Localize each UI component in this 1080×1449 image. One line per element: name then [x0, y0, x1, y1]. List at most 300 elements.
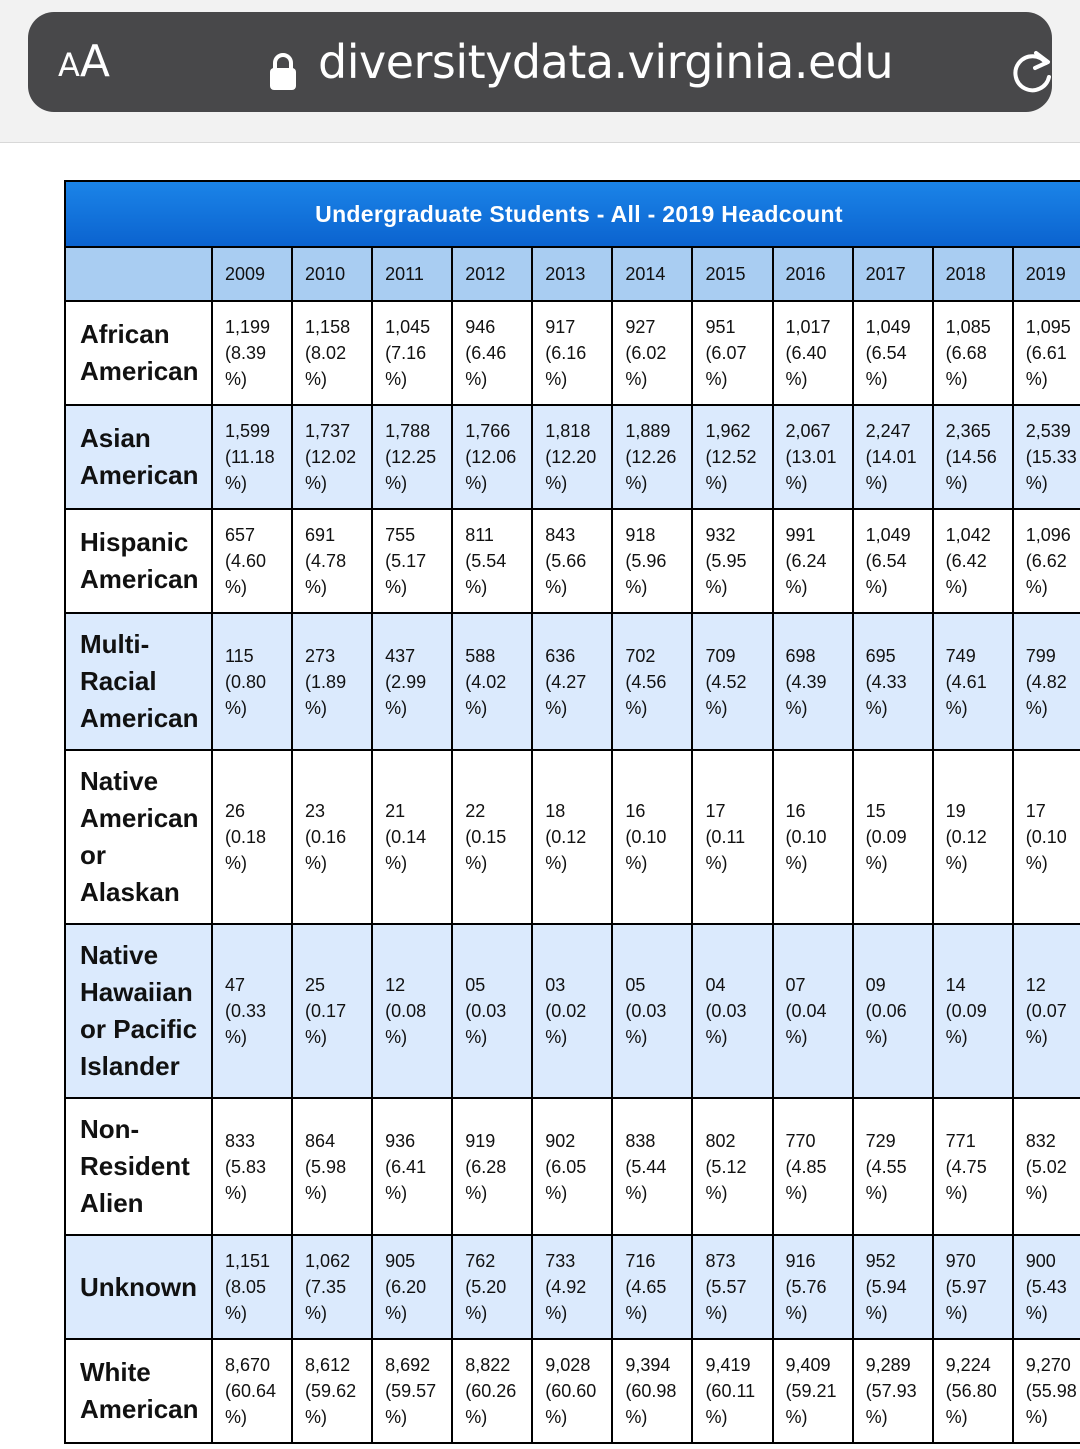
cell-count: 588: [465, 645, 496, 666]
cell-pct: (59.21: [785, 1381, 837, 1401]
cell-close: %): [945, 577, 968, 597]
cell-count: 9,289: [865, 1355, 911, 1375]
data-cell: [853, 509, 933, 613]
cell-count: 873: [705, 1251, 736, 1271]
data-cell: [853, 301, 933, 405]
cell-pct: (0.80: [224, 671, 266, 692]
data-cell: [933, 509, 1013, 613]
data-cell: [292, 509, 372, 613]
cell-count: 843: [545, 525, 576, 545]
data-cell: [212, 750, 292, 924]
cell-count: 702: [625, 645, 656, 666]
cell-close: %): [465, 853, 488, 873]
cell-close: %): [385, 1182, 408, 1203]
text-size-button[interactable]: AA: [58, 36, 110, 87]
cell-pct: (0.07: [1025, 1001, 1067, 1021]
cell-count: 1,049: [865, 525, 911, 545]
data-cell: [933, 924, 1013, 1098]
data-cell: [692, 405, 772, 509]
cell-pct: (6.61: [1025, 343, 1067, 363]
data-cell: [1013, 924, 1080, 1098]
cell-close: %): [305, 1027, 328, 1047]
cell-pct: (0.12: [545, 827, 587, 847]
year-header-2009: 2009: [212, 247, 292, 301]
data-cell: [612, 1235, 692, 1339]
data-cell: [212, 301, 292, 405]
cell-count: 16: [625, 801, 646, 821]
row-label: African American: [65, 301, 212, 405]
data-cell: [773, 1235, 853, 1339]
data-cell: [212, 1098, 292, 1235]
cell-count: 991: [785, 525, 816, 545]
year-header-row: [65, 247, 1080, 301]
year-header-2019: 2019: [1013, 247, 1080, 301]
cell-count: 1,599: [224, 421, 271, 441]
cell-count: 9,224: [945, 1355, 991, 1375]
cell-pct: (55.98: [1025, 1381, 1077, 1401]
data-cell: [532, 924, 612, 1098]
data-cell: [1013, 1098, 1080, 1235]
data-cell: [532, 1098, 612, 1235]
year-header-2010: 2010: [292, 247, 372, 301]
table-title-row: [65, 181, 1080, 247]
headcount-table: [64, 180, 1080, 1444]
cell-close: %): [305, 1407, 328, 1427]
cell-pct: (8.02: [305, 343, 347, 363]
cell-close: %): [865, 473, 888, 493]
table-row: [65, 613, 1080, 750]
cell-pct: (4.75: [945, 1156, 987, 1177]
cell-close: %): [705, 369, 728, 389]
cell-count: 833: [224, 1130, 256, 1151]
cell-count: 1,096: [1025, 525, 1071, 545]
cell-pct: (5.17: [385, 551, 427, 571]
cell-pct: (0.10: [625, 827, 667, 847]
cell-pct: (4.52: [705, 671, 747, 692]
cell-pct: (12.26: [625, 447, 677, 467]
data-cell: [532, 405, 612, 509]
cell-close: %): [865, 697, 888, 718]
data-cell: [692, 750, 772, 924]
cell-count: 970: [945, 1251, 976, 1271]
cell-close: %): [945, 1182, 968, 1203]
data-cell: [853, 1235, 933, 1339]
cell-close: %): [1025, 1182, 1048, 1203]
cell-pct: (1.89: [305, 671, 347, 692]
data-cell: [612, 613, 692, 750]
cell-count: 22: [465, 801, 486, 821]
cell-pct: (6.28: [465, 1156, 507, 1177]
cell-pct: (0.03: [465, 1001, 507, 1021]
data-cell: [773, 613, 853, 750]
data-cell: [933, 613, 1013, 750]
cell-pct: (0.03: [625, 1001, 667, 1021]
address-bar[interactable]: [28, 12, 1052, 112]
cell-close: %): [224, 697, 247, 718]
cell-pct: (7.35: [305, 1277, 347, 1297]
data-cell: [612, 301, 692, 405]
data-cell: [612, 405, 692, 509]
cell-count: 17: [1025, 801, 1046, 821]
cell-pct: (0.08: [385, 1001, 427, 1021]
cell-pct: (0.33: [224, 1001, 266, 1021]
cell-pct: (0.10: [785, 827, 827, 847]
cell-close: %): [705, 853, 728, 873]
cell-close: %): [785, 697, 808, 718]
cell-close: %): [305, 697, 328, 718]
cell-count: 1,042: [945, 525, 991, 545]
data-cell: [933, 1098, 1013, 1235]
data-cell: [933, 1235, 1013, 1339]
cell-count: 1,766: [465, 421, 511, 441]
cell-pct: (5.83: [224, 1156, 266, 1177]
cell-count: 802: [705, 1130, 736, 1151]
cell-close: %): [785, 1027, 808, 1047]
reload-icon[interactable]: [1006, 47, 1058, 99]
data-cell: [372, 1235, 452, 1339]
cell-pct: (4.78: [305, 551, 347, 571]
cell-close: %): [865, 1182, 888, 1203]
cell-count: 657: [224, 525, 256, 545]
table-row: [65, 509, 1080, 613]
cell-close: %): [385, 473, 408, 493]
data-cell: [773, 924, 853, 1098]
data-cell: [532, 1235, 612, 1339]
cell-pct: (12.20: [545, 447, 597, 467]
cell-count: 17: [705, 801, 726, 821]
cell-count: 1,017: [785, 317, 831, 337]
cell-count: 952: [865, 1251, 896, 1271]
cell-count: 1,151: [224, 1251, 271, 1271]
cell-count: 115: [224, 645, 254, 666]
cell-count: 21: [385, 801, 406, 821]
cell-close: %): [545, 853, 568, 873]
cell-count: 9,270: [1025, 1355, 1071, 1375]
data-cell: [532, 301, 612, 405]
data-cell: [692, 509, 772, 613]
cell-pct: (4.33: [865, 671, 907, 692]
cell-count: 905: [385, 1251, 416, 1271]
cell-count: 1,062: [305, 1251, 351, 1271]
cell-pct: (0.06: [865, 1001, 907, 1021]
cell-pct: (6.54: [865, 343, 907, 363]
data-cell: [612, 1098, 692, 1235]
cell-pct: (6.42: [945, 551, 987, 571]
cell-pct: (6.16: [545, 343, 587, 363]
data-cell: [452, 301, 532, 405]
cell-close: %): [465, 697, 488, 718]
cell-close: %): [545, 369, 568, 389]
cell-close: %): [224, 473, 247, 493]
data-cell: [292, 1098, 372, 1235]
data-cell: [612, 1339, 692, 1443]
url-text[interactable]: diversitydata.virginia.edu: [318, 35, 894, 89]
cell-pct: (5.57: [705, 1277, 747, 1297]
cell-count: 762: [465, 1251, 496, 1271]
cell-pct: (5.20: [465, 1277, 507, 1297]
cell-pct: (4.60: [224, 551, 266, 571]
cell-close: %): [945, 473, 968, 493]
cell-close: %): [705, 1407, 728, 1427]
row-label: Unknown: [65, 1235, 212, 1339]
cell-pct: (11.18: [224, 447, 275, 467]
year-header-2016: 2016: [773, 247, 853, 301]
cell-count: 19: [945, 801, 966, 821]
cell-count: 1,158: [305, 317, 351, 337]
data-cell: [372, 1339, 452, 1443]
data-cell: [212, 924, 292, 1098]
cell-pct: (60.98: [625, 1381, 677, 1401]
cell-close: %): [785, 1303, 808, 1323]
cell-count: 1,818: [545, 421, 591, 441]
cell-close: %): [1025, 853, 1048, 873]
cell-count: 2,365: [945, 421, 991, 441]
cell-count: 9,409: [785, 1355, 831, 1375]
cell-close: %): [785, 1407, 808, 1427]
cell-count: 919: [465, 1130, 496, 1151]
row-label: Native American or Alaskan: [65, 750, 212, 924]
cell-pct: (6.40: [785, 343, 827, 363]
browser-toolbar: [0, 0, 1080, 143]
data-cell: [452, 1235, 532, 1339]
cell-pct: (8.39: [224, 343, 266, 363]
cell-count: 900: [1025, 1251, 1056, 1271]
data-cell: [1013, 750, 1080, 924]
data-cell: [372, 613, 452, 750]
cell-close: %): [385, 1027, 408, 1047]
cell-pct: (0.16: [305, 827, 347, 847]
cell-close: %): [865, 853, 888, 873]
cell-close: %): [224, 1027, 247, 1047]
cell-close: %): [865, 1027, 888, 1047]
cell-count: 749: [945, 645, 976, 666]
cell-close: %): [385, 577, 408, 597]
cell-close: %): [705, 473, 728, 493]
cell-pct: (60.64: [224, 1381, 277, 1401]
data-cell: [933, 750, 1013, 924]
cell-pct: (5.96: [625, 551, 667, 571]
data-cell: [532, 750, 612, 924]
cell-count: 12: [385, 975, 406, 995]
cell-close: %): [1025, 1027, 1048, 1047]
cell-close: %): [465, 473, 488, 493]
cell-close: %): [865, 1407, 888, 1427]
cell-pct: (0.12: [945, 827, 987, 847]
cell-pct: (4.02: [465, 671, 507, 692]
cell-pct: (6.62: [1025, 551, 1067, 571]
cell-pct: (5.44: [625, 1156, 667, 1177]
data-cell: [692, 1339, 772, 1443]
data-cell: [692, 1098, 772, 1235]
cell-pct: (15.33: [1025, 447, 1077, 467]
cell-count: 1,095: [1025, 317, 1071, 337]
headcount-table-container: [64, 180, 1080, 1444]
data-cell: [773, 509, 853, 613]
cell-pct: (6.24: [785, 551, 827, 571]
cell-pct: (4.55: [865, 1156, 907, 1177]
cell-count: 799: [1025, 645, 1056, 666]
cell-close: %): [1025, 473, 1048, 493]
cell-pct: (6.46: [465, 343, 507, 363]
cell-pct: (5.95: [705, 551, 747, 571]
cell-count: 729: [865, 1130, 896, 1151]
data-cell: [372, 405, 452, 509]
data-cell: [532, 613, 612, 750]
cell-count: 755: [385, 525, 416, 545]
cell-count: 1,049: [865, 317, 911, 337]
cell-close: %): [305, 577, 328, 597]
data-cell: [292, 1235, 372, 1339]
data-cell: [532, 1339, 612, 1443]
year-header-2017: 2017: [853, 247, 933, 301]
cell-count: 9,028: [545, 1355, 591, 1375]
cell-count: 1,962: [705, 421, 751, 441]
cell-count: 1,045: [385, 317, 431, 337]
cell-count: 709: [705, 645, 736, 666]
table-row: [65, 750, 1080, 924]
data-cell: [773, 405, 853, 509]
data-cell: [372, 924, 452, 1098]
lock-icon: [268, 52, 298, 92]
data-cell: [292, 405, 372, 509]
table-title: Undergraduate Students - All - 2019 Headcount: [65, 181, 1080, 247]
cell-count: 1,085: [945, 317, 991, 337]
data-cell: [773, 1098, 853, 1235]
cell-close: %): [1025, 1303, 1048, 1323]
data-cell: [933, 301, 1013, 405]
cell-close: %): [224, 853, 247, 873]
data-cell: [212, 405, 292, 509]
data-cell: [853, 405, 933, 509]
cell-close: %): [785, 1182, 808, 1203]
cell-close: %): [224, 577, 247, 597]
data-cell: [212, 1339, 292, 1443]
data-cell: [452, 750, 532, 924]
data-cell: [612, 924, 692, 1098]
cell-close: %): [305, 473, 328, 493]
cell-count: 09: [865, 975, 886, 995]
data-cell: [452, 509, 532, 613]
cell-close: %): [705, 577, 728, 597]
cell-close: %): [785, 369, 808, 389]
cell-count: 1,199: [224, 317, 271, 337]
cell-count: 437: [385, 645, 416, 666]
table-row: [65, 924, 1080, 1098]
data-cell: [292, 924, 372, 1098]
year-header-2015: 2015: [692, 247, 772, 301]
cell-count: 1,737: [305, 421, 351, 441]
table-row: [65, 1339, 1080, 1443]
cell-pct: (0.15: [465, 827, 507, 847]
cell-count: 2,539: [1025, 421, 1071, 441]
cell-pct: (0.11: [705, 827, 746, 847]
cell-pct: (0.10: [1025, 827, 1067, 847]
cell-pct: (5.94: [865, 1277, 907, 1297]
cell-close: %): [545, 1407, 568, 1427]
cell-count: 916: [785, 1251, 816, 1271]
cell-close: %): [785, 473, 808, 493]
year-header-2012: 2012: [452, 247, 532, 301]
data-cell: [452, 1339, 532, 1443]
data-cell: [212, 509, 292, 613]
cell-close: %): [385, 1407, 408, 1427]
cell-close: %): [865, 1303, 888, 1323]
cell-pct: (6.68: [945, 343, 987, 363]
data-cell: [452, 613, 532, 750]
corner-cell: [65, 247, 212, 301]
cell-count: 1,788: [385, 421, 431, 441]
cell-close: %): [224, 1303, 247, 1323]
cell-pct: (13.01: [785, 447, 837, 467]
cell-pct: (60.11: [705, 1381, 756, 1401]
data-cell: [853, 924, 933, 1098]
cell-close: %): [465, 1182, 488, 1203]
data-cell: [692, 301, 772, 405]
cell-close: %): [224, 369, 247, 389]
data-cell: [1013, 1339, 1080, 1443]
data-cell: [612, 509, 692, 613]
data-cell: [773, 1339, 853, 1443]
cell-count: 47: [224, 975, 245, 995]
cell-close: %): [1025, 577, 1048, 597]
table-body: [65, 301, 1080, 1443]
cell-pct: (56.80: [945, 1381, 997, 1401]
cell-close: %): [625, 853, 648, 873]
cell-pct: (0.09: [865, 827, 907, 847]
cell-close: %): [705, 1303, 728, 1323]
cell-count: 9,419: [705, 1355, 751, 1375]
data-cell: [853, 613, 933, 750]
cell-pct: (5.54: [465, 551, 507, 571]
cell-pct: (4.56: [625, 671, 667, 692]
cell-close: %): [465, 1303, 488, 1323]
cell-pct: (14.01: [865, 447, 917, 467]
cell-pct: (4.82: [1025, 671, 1067, 692]
data-cell: [372, 509, 452, 613]
data-cell: [612, 750, 692, 924]
cell-count: 07: [785, 975, 806, 995]
cell-count: 770: [785, 1130, 816, 1151]
cell-close: %): [945, 697, 968, 718]
table-row: [65, 1235, 1080, 1339]
cell-pct: (2.99: [385, 671, 427, 692]
cell-close: %): [785, 853, 808, 873]
cell-close: %): [625, 697, 648, 718]
cell-close: %): [385, 697, 408, 718]
cell-count: 733: [545, 1251, 576, 1271]
data-cell: [292, 613, 372, 750]
cell-count: 698: [785, 645, 816, 666]
cell-count: 9,394: [625, 1355, 671, 1375]
data-cell: [212, 1235, 292, 1339]
cell-close: %): [465, 1027, 488, 1047]
cell-pct: (0.14: [385, 827, 427, 847]
cell-pct: (4.61: [945, 671, 987, 692]
cell-close: %): [865, 577, 888, 597]
cell-pct: (5.66: [545, 551, 587, 571]
data-cell: [1013, 301, 1080, 405]
cell-pct: (5.97: [945, 1277, 987, 1297]
data-cell: [372, 750, 452, 924]
cell-close: %): [785, 577, 808, 597]
cell-close: %): [625, 1407, 648, 1427]
cell-close: %): [1025, 697, 1048, 718]
cell-pct: (14.56: [945, 447, 997, 467]
year-header-2018: 2018: [933, 247, 1013, 301]
data-cell: [292, 1339, 372, 1443]
cell-pct: (4.65: [625, 1277, 667, 1297]
data-cell: [1013, 1235, 1080, 1339]
